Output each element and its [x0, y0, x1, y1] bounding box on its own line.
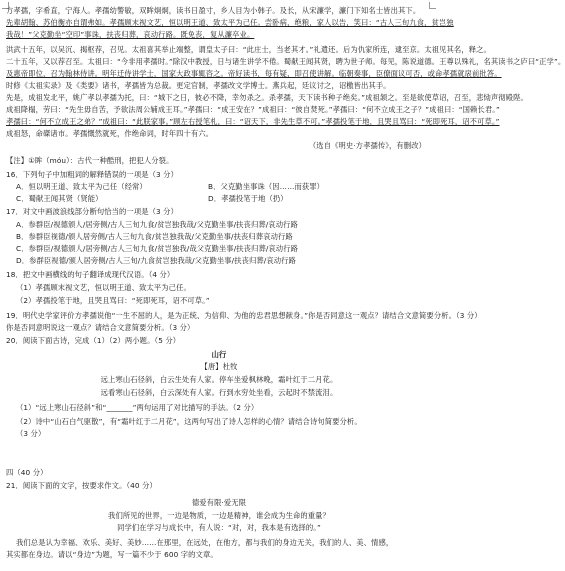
passage-line: 先辈胡翰、苏伯衡亦自谓弗如。孝孺顾末视文艺，恒以明王道、致太平为己任。尝卧病，绝粮，家人以告，笑曰：“古人三旬九食，贫岂独: [6, 18, 454, 27]
question-16-stem: 16．下列句子中加粗词的解释错误的一项是（3 分）: [6, 170, 178, 179]
q20-subquestion-1: （1）“远上寒山石径斜”和“_______”两句运用了对比描写的手法。（2 分）: [16, 403, 259, 412]
passage-line: 及惠帝即位，召为翰林侍讲。明年迁侍讲学士，国家大政事辄咨之。帝好读书，每有疑，即召使讲解。临朝奏事，臣僚面议可否，或命孝孺就扆前批答。: [6, 69, 502, 78]
passage-source: （选自《明史·方孝孺传》，有删改）: [308, 141, 426, 150]
q20-subquestion-2: （2）诗中“山石白气驱散”，有“霜叶红于二月花”，这两句写出了诗人怎样的心情？请结合诗句简要分析。: [16, 417, 362, 426]
poem-author: 【唐】杜牧: [200, 362, 238, 371]
q16-option-b: B．父克勤坐事诛（因……而获罪）: [208, 182, 325, 191]
passage-line: 我哉！”父克勤坐“空印”事诛，扶丧归葬，哀动行路。既免丧，复从濂卒业。: [6, 30, 255, 39]
q17-option-d: D．参群臣视德/颁人居旁侧/古人三旬/九食贫岂独我哉/父克勤坐事/扶丧归葬/哀动行路: [16, 256, 296, 265]
q18-sentence-2: （2）孝孺投笔于地，且哭且骂曰：“死即死耳，诏不可草。”: [16, 296, 210, 305]
passage-line: 洪武十五年，以吴沉、揭枢荐，召见。太祖喜其举止端整，谓皇太子曰：“此庄士，当老其才。”礼遣还。后为仇家所连，逮至京。太祖见其名，释之。: [6, 45, 491, 54]
question-18-stem: 18．把文中画横线的句子翻译成现代汉语。（4 分）: [6, 270, 175, 279]
question-21-stem: 21．阅读下面的文字，按要求作文。（40 分）: [6, 481, 157, 490]
passage-line: 成祖降榻，劳曰：“先生毋自苦，予欲法周公辅成王耳。”孝孺曰：“成王安在？”成祖曰：“彼自焚死。”孝孺曰：“何不立成王之子？”成祖曰：“国赖长君。”: [6, 105, 500, 114]
passage-line: 方孝孺，字希直，宁海人。孝孺幼警敏，双眸炯炯，读书日盈寸，乡人目为小韩子。及长，从宋濂学，濂门下知名士皆出其下。: [6, 6, 421, 15]
passage-line: 孝孺曰：“何不立成王之弟？”成祖曰：“此朕家事。”顾左右授笔札，曰：“诏天下，非先生草不可。”孝孺投笔于地，且哭且骂曰：“死即死耳，诏不可草。”: [6, 117, 500, 126]
poem-title: 山行: [211, 350, 227, 359]
question-19-stem: 19．明代史学家评价方孝孺说他“一生不屈的人，是为正统、为信仰、为他的忠君思想献身。”你是否同意这一观点？请结合文意简要分析。（3 分）: [6, 311, 482, 320]
passage-line: 成祖怒，命磔诸市。孝孺慨然就死，作绝命词，时年四十有六。: [6, 129, 214, 138]
q17-option-b: B．参群臣视德/颁人居旁侧/古人三旬九食/贫岂独我哉/父克勤坐事/扶丧归葬哀动行路: [16, 232, 293, 241]
question-19-stem-cont: 你是否同意明说这一观点？请结合文意简要分析。（3 分）: [6, 323, 195, 332]
poem-line: 远上寒山石径斜，白云生处有人家。停车坐爱枫林晚，霜叶红于二月花。: [100, 375, 338, 384]
prompt-quote: 同学们在学习与成长中，有人说：“对，对，我本是有选择的。”: [117, 523, 321, 532]
q17-option-c: C．参群臣/视德颁人/居旁侧/古人三旬九食/贫岂独我/哉父克勤坐事/扶丧归葬/哀动行路: [16, 244, 298, 253]
passage-line: 时修《太祖实录》及《类要》诸书，孝孺皆为总裁。更定官制，孝孺改文学博士。燕兵起，廷议讨之，诏檄皆出其手。: [6, 81, 391, 90]
question-17-stem: 17．对文中画波浪线部分断句恰当的一项是（3 分）: [6, 207, 178, 216]
note-text: 【注】①眸（móu）：古代一种酷刑，把犯人分裂。: [6, 156, 174, 165]
q20-subquestion-2-cont: （3 分）: [16, 429, 46, 438]
section-header: 四（40 分）: [6, 468, 48, 477]
passage-line: 二十五年，又以荐召至。太祖曰：“今非用孝孺时。”除汉中教授，日与诸生讲学不倦。蜀献王闻其贤，聘为世子师。每见，陈说道德。王尊以殊礼，名其读书之庐曰“正学”。: [6, 57, 565, 66]
prompt-paragraph: 其实都在身边。请以“身边”为题，写一篇不少于 600 字的文章。: [6, 550, 218, 559]
prompt-title: 德爱有限·爱无限: [191, 498, 247, 507]
q17-option-a: A．参群臣/视德颁人/居旁侧/古人三旬九食/贫岂独我哉/父克勤坐事/扶丧归葬/哀动行路: [16, 220, 298, 229]
q18-sentence-1: （1）孝孺顾末视文艺，恒以明王道、致太平为己任。: [16, 283, 191, 292]
prompt-paragraph: 我们总是认为幸福、欢乐、美好、美妙……在那里，在远处，在他方，都与我们的身边无关，我们的人、美、情感，: [16, 538, 394, 547]
question-20-stem: 20．阅读下面古诗，完成（1）（2）两小题。（5 分）: [6, 336, 181, 345]
q16-option-d: D．孝孺投笔于地（扔）: [208, 194, 288, 203]
prompt-quote: 我们所见的世界，一边是物质，一边是精神，谁会成为生命的重量？: [108, 511, 330, 520]
poem-line: 远看寒山石径斜，白云深处有人家。行到水穷处坐看，云起时不禁流泪。: [100, 388, 338, 397]
passage-line: 先是，成祖发北平，姚广孝以孝孺为托，曰：“城下之日，彼必不降，幸勿杀之。杀孝孺，天下读书种子绝矣。”成祖颔之。至是欲使草诏，召至，悲恸声彻殿陛。: [6, 93, 528, 102]
q16-option-c: C．蜀献王闻其贤（贤能）: [16, 194, 103, 203]
q16-option-a: A．恒以明王道、致太平为己任（经常）: [16, 182, 147, 191]
